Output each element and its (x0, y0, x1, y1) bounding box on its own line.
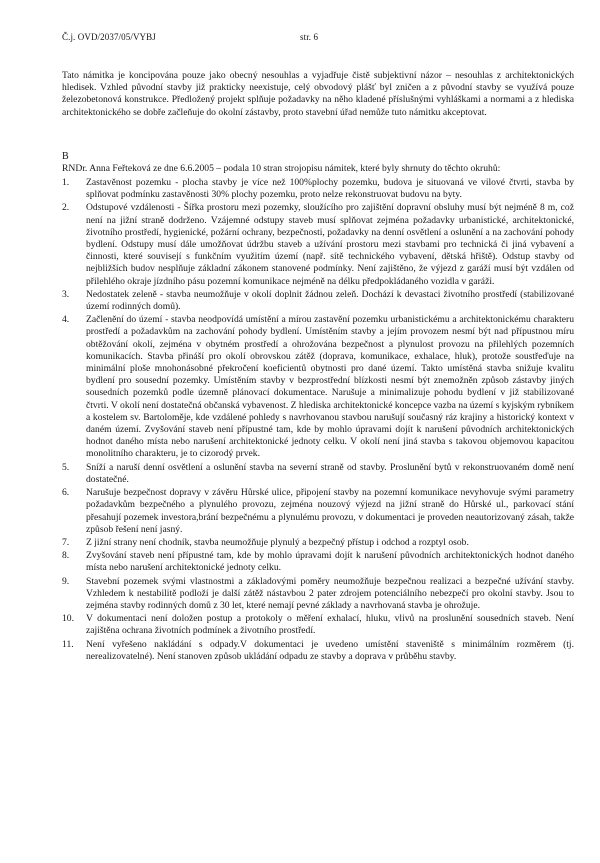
item-number: 8. (62, 550, 70, 562)
item-text: Zastavěnost pozemku - plocha stavby je více než 100%plochy pozemku, budova je situovaná ve vilové čtvrti, stavba by splňovat podmínku zastavěnosti 30% plochy pozemku, proto nelze rekonstruovat budovu na byty. (86, 177, 574, 201)
list-item (62, 487, 574, 536)
objection-list (62, 177, 574, 663)
item-number: 7. (62, 536, 70, 548)
list-item (62, 613, 574, 637)
item-text: Začlenění do území - stavba neodpovídá umístění a mírou zastavění pozemku urbanistickému a architektonickému charakteru prostředí a požadavkům na zachování pohody bydlení. Umístěním stavby a jejím provozem nesmí být nad přípustnou míru obtěžování okolí, zejména v obytném prostředí a ohrožována bezpečnost a plynulost provozu na přilehlých pozemních komunikacích. Stavba přináší pro okolí obrovskou zátěž (doprava, komunikace, exhalace, hluk), protože soustřeďuje na minimální ploše mnohonásobné překročení koeficientů obytnosti pro dané území. Takto umístěná stavba snižuje kvalitu bydlení pro sousední pozemky. Umístěním stavby v bezprostřední blízkosti nesmí být znemožněn způsob zástavby jiných sousedních pozemků podle územně plánovací dokumentace. Narušuje a minimalizuje pohodu bydlení v již stabilizované čtvrti. V okolí není dostatečná občanská vybavenost. Z hlediska architektonické koncepce vazba na území s kyjským rybníkem a kostelem sv. Bartoloměje, kde vzdálené pohledy s navrhovanou stavbou narušují současný ráz krajiny a historický kontext v daném území. Zvyšování staveb není přípustné tam, kde by mohlo úpravami dojít k narušení původních architektonických hodnot daného místa nebo narušení architektonické jednoty celku. V okolí není jiná stavba s takovou objemovou kapacitou monolitního charakteru, je to cizorodý prvek. (86, 314, 574, 460)
item-number: 4. (62, 314, 70, 326)
item-number: 2. (62, 202, 70, 214)
list-item (62, 537, 574, 549)
list-item (62, 177, 574, 201)
item-number: 9. (62, 575, 70, 587)
item-text: Zvyšování staveb není přípustné tam, kde by mohlo úpravami dojít k narušení původních architektonických hodnot daného místa nebo narušení architektonické jednoty celku. (86, 550, 574, 574)
list-item (62, 289, 574, 313)
intro-paragraph: Tato námitka je koncipována pouze jako obecný nesouhlas a vyjadřuje čistě subjektivní názor – nesouhlas z architektonických hledisek. Vzhled původní stavby již prakticky neexistuje, celý obvodový plášť byl zničen a z původní stavby se využívá pouze železobetonová konstrukce. Předložený projekt splňuje požadavky na něho kladené příslušnými vyhláškami a normami a z hlediska architektonického se dobře začleňuje do okolní zástavby, proto stavební úřad nemůže tuto námitku akceptovat. (62, 70, 574, 118)
item-text: Stavební pozemek svými vlastnostmi a základovými poměry neumožňuje bezpečnou realizaci a bezpečné užívání stavby. Vzhledem k nestabilitě podloží je další zátěž nástavbou 2 pater zdrojem potenciálního nebezpečí pro okolní stavby. Jsou to zejména stavby rodinných domů z 30 let, které nemají pevné základy a navrhovaná stavba je ohrožuje. (86, 575, 574, 611)
item-text: Není vyřešeno nakládání s odpady.V dokumentaci je uvedeno umístění staveniště s minimálním rozměrem (tj. nerealizovatelné). Není stanoven způsob ukládání odpadu ze stavby a doprava v průběhu stavby. (86, 638, 574, 662)
list-item (62, 202, 574, 287)
item-number: 6. (62, 487, 70, 499)
document-body (62, 70, 574, 664)
objection-lead: RNDr. Anna Feřteková ze dne 6.6.2005 – podala 10 stran strojopisu námitek, které byly shrnuty do těchto okruhů: (62, 162, 501, 174)
item-text: V dokumentaci není doložen postup a protokoly o měření exhalací, hluku, vlivů na proslunění sousedních staveb. Není zajištěna ochrana životních podmínek a životního prostředí. (86, 613, 574, 637)
item-number: 3. (62, 288, 70, 300)
item-text: Nedostatek zeleně - stavba neumožňuje v okolí doplnit žádnou zeleň. Dochází k devastaci životního prostředí (stabilizované území rodinných domů). (86, 288, 574, 313)
item-text: Z jižní strany není chodník, stavba neumožňuje plynulý a bezpečný přístup i odchod a rozptyl osob. (86, 536, 469, 548)
list-item (62, 314, 574, 460)
section-letter: B (62, 150, 69, 162)
item-number: 1. (62, 177, 70, 189)
item-number: 11. (62, 638, 74, 650)
item-text: Odstupové vzdálenosti - Šířka prostoru mezi pozemky, sloužícího pro zajištění dopravní obsluhy musí být nejméně 8 m, což není na jižní straně dodrženo. Vzájemné odstupy staveb musí splňovat zejména požadavky urbanistické, architektonické, životního prostředí, hygienické, požární ochrany, bezpečnosti, požadavky na denní osvětlení a oslunění a na zachování pohody bydlení. Odstupy musí dále umožňovat údržbu staveb a užívání prostoru mezi stavbami pro technická či jiná vybavení a činnosti, které souvisejí s funkčním využitím území (např. sítě technického vybavení, dětská hřiště). Odstup stavby od nejbližších budov nesplňuje základní zákonem stanovené podmínky. Není zajištěno, že výjezd z garáží musí být vzdálen od přilehlého okraje jízdního pásu pozemní komunikace nejméně na délku předpokládaného vozidla v garáži. (86, 202, 574, 287)
list-item (62, 550, 574, 574)
item-text: Narušuje bezpečnost dopravy v závěru Hůrské ulice, připojení stavby na pozemní komunikace nevyhovuje svými parametry požadavkům bezpečného a plynulého provozu, zejména nouzový výjezd na jižní straně do Hůrské ul., parkovací stání přesahují pozemek investora,brání bezpečnému a plynulému provozu, v dokumentaci je proveden neautorizovaný zásah, takže způsob řešení není jasný. (86, 487, 574, 535)
item-text: Sníží a naruší denní osvětlení a oslunění stavba na severní straně od stavby. Proslunění bytů v rekonstruovaném domě není dostatečné. (86, 461, 574, 485)
list-item (62, 639, 574, 663)
item-number: 10. (62, 613, 74, 625)
page-number: str. 6 (300, 32, 319, 42)
item-number: 5. (62, 461, 70, 473)
reference-number: Č.j. OVD/2037/05/VYBJ (62, 32, 156, 42)
list-item (62, 576, 574, 613)
list-item (62, 462, 574, 486)
